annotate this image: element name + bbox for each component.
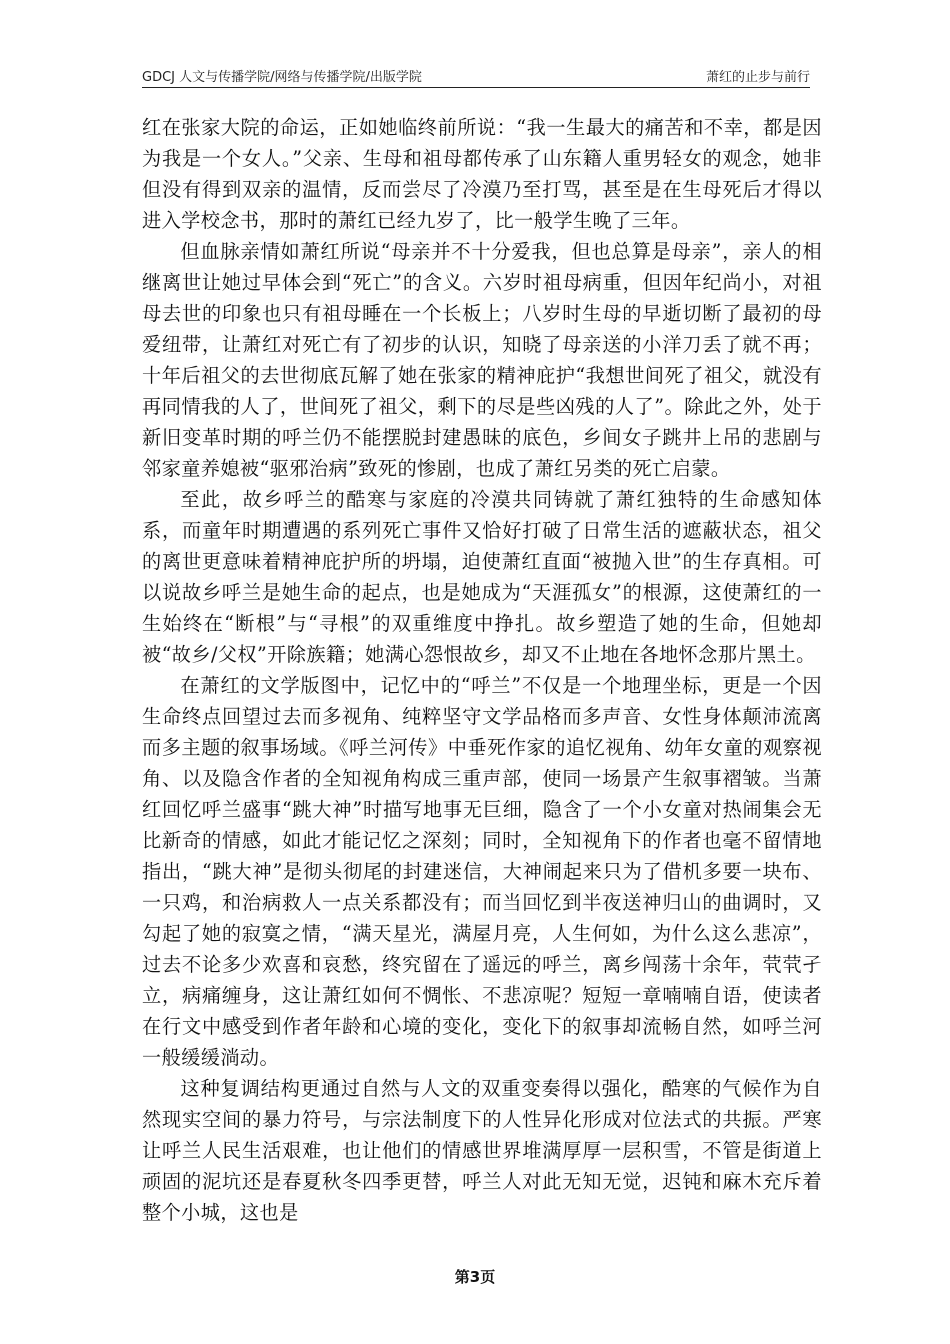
- header-divider: [142, 87, 810, 88]
- paragraph-2: 但血脉亲情如萧红所说“母亲并不十分爱我，但也总算是母亲”，亲人的相继离世让她过早体会到“死亡”的含义。六岁时祖母病重，但因年纪尚小，对祖母去世的印象也只有祖母睡在一个长板上；八岁时生母的早逝切断了最初的母爱纽带，让萧红对死亡有了初步的认识，知晓了母亲送的小洋刀丢了就不再；十年后祖父的去世彻底瓦解了她在张家的精神庇护“我想世间死了祖父，就没有再同情我的人了，世间死了祖父，剩下的尽是些凶残的人了”。除此之外，处于新旧变革时期的呼兰仍不能摆脱封建愚昧的底色，乡间女子跳井上吊的悲剧与邻家童养媳被“驱邪治病”致死的惨剧，也成了萧红另类的死亡启蒙。: [142, 240, 822, 480]
- running-header: [142, 66, 810, 86]
- paragraph-5: 这种复调结构更通过自然与人文的双重变奏得以强化，酷寒的气候作为自然现实空间的暴力符号，与宗法制度下的人性异化形成对位法式的共振。严寒让呼兰人民生活艰难，也让他们的情感世界堆满厚厚一层积雪，不管是街道上顽固的泥坑还是春夏秋冬四季更替，呼兰人对此无知无觉，迟钝和麻木充斥着整个小城，这也是: [142, 1077, 822, 1224]
- header-institution: GDCJ 人文与传播学院/网络与传播学院/出版学院: [142, 70, 422, 85]
- paragraph-4: 在萧红的文学版图中，记忆中的“呼兰”不仅是一个地理坐标，更是一个因生命终点回望过去而多视角、纯粹坚守文学品格而多声音、女性身体颠沛流离而多主题的叙事场域。《呼兰河传》中垂死作家的追忆视角、幼年女童的观察视角、以及隐含作者的全知视角构成三重声部，使同一场景产生叙事褶皱。当萧红回忆呼兰盛事“跳大神”时描写地事无巨细，隐含了一个小女童对热闹集会无比新奇的情感，如此才能记忆之深刻；同时，全知视角下的作者也毫不留情地指出，“跳大神”是彻头彻尾的封建迷信，大神闹起来只为了借机多要一块布、一只鸡，和治病救人一点关系都没有；而当回忆到半夜送神归山的曲调时，又勾起了她的寂寞之情，“满天星光，满屋月亮，人生何如，为什么这么悲凉”，过去不论多少欢喜和哀愁，终究留在了遥远的呼兰，离乡闯荡十余年，茕茕孑立，病痛缠身，这让萧红如何不惆怅、不悲凉呢？短短一章喃喃自语，使读者在行文中感受到作者年龄和心境的变化，变化下的叙事却流畅自然，如呼兰河一般缓缓淌动。: [142, 674, 822, 1069]
- page-number: 第3页: [454, 1268, 496, 1286]
- paragraph-3: 至此，故乡呼兰的酷寒与家庭的冷漠共同铸就了萧红独特的生命感知体系，而童年时期遭遇的系列死亡事件又恰好打破了日常生活的遮蔽状态，祖父的离世更意味着精神庇护所的坍塌，迫使萧红直面“被抛入世”的生存真相。可以说故乡呼兰是她生命的起点，也是她成为“天涯孤女”的根源，这使萧红的一生始终在“断根”与“寻根”的双重维度中挣扎。故乡塑造了她的生命，但她却被“故乡/父权”开除族籍；她满心怨恨故乡，却又不止地在各地怀念那片黑土。: [142, 488, 822, 666]
- header-title: 萧红的止步与前行: [705, 70, 810, 85]
- body-text: [142, 112, 822, 1228]
- paragraph-1: 红在张家大院的命运，正如她临终前所说：“我一生最大的痛苦和不幸，都是因为我是一个女人。”父亲、生母和祖母都传承了山东籍人重男轻女的观念，她非但没有得到双亲的温情，反而尝尽了冷漠乃至打骂，甚至是在生母死后才得以进入学校念书，那时的萧红已经九岁了，比一般学生晚了三年。: [142, 116, 822, 232]
